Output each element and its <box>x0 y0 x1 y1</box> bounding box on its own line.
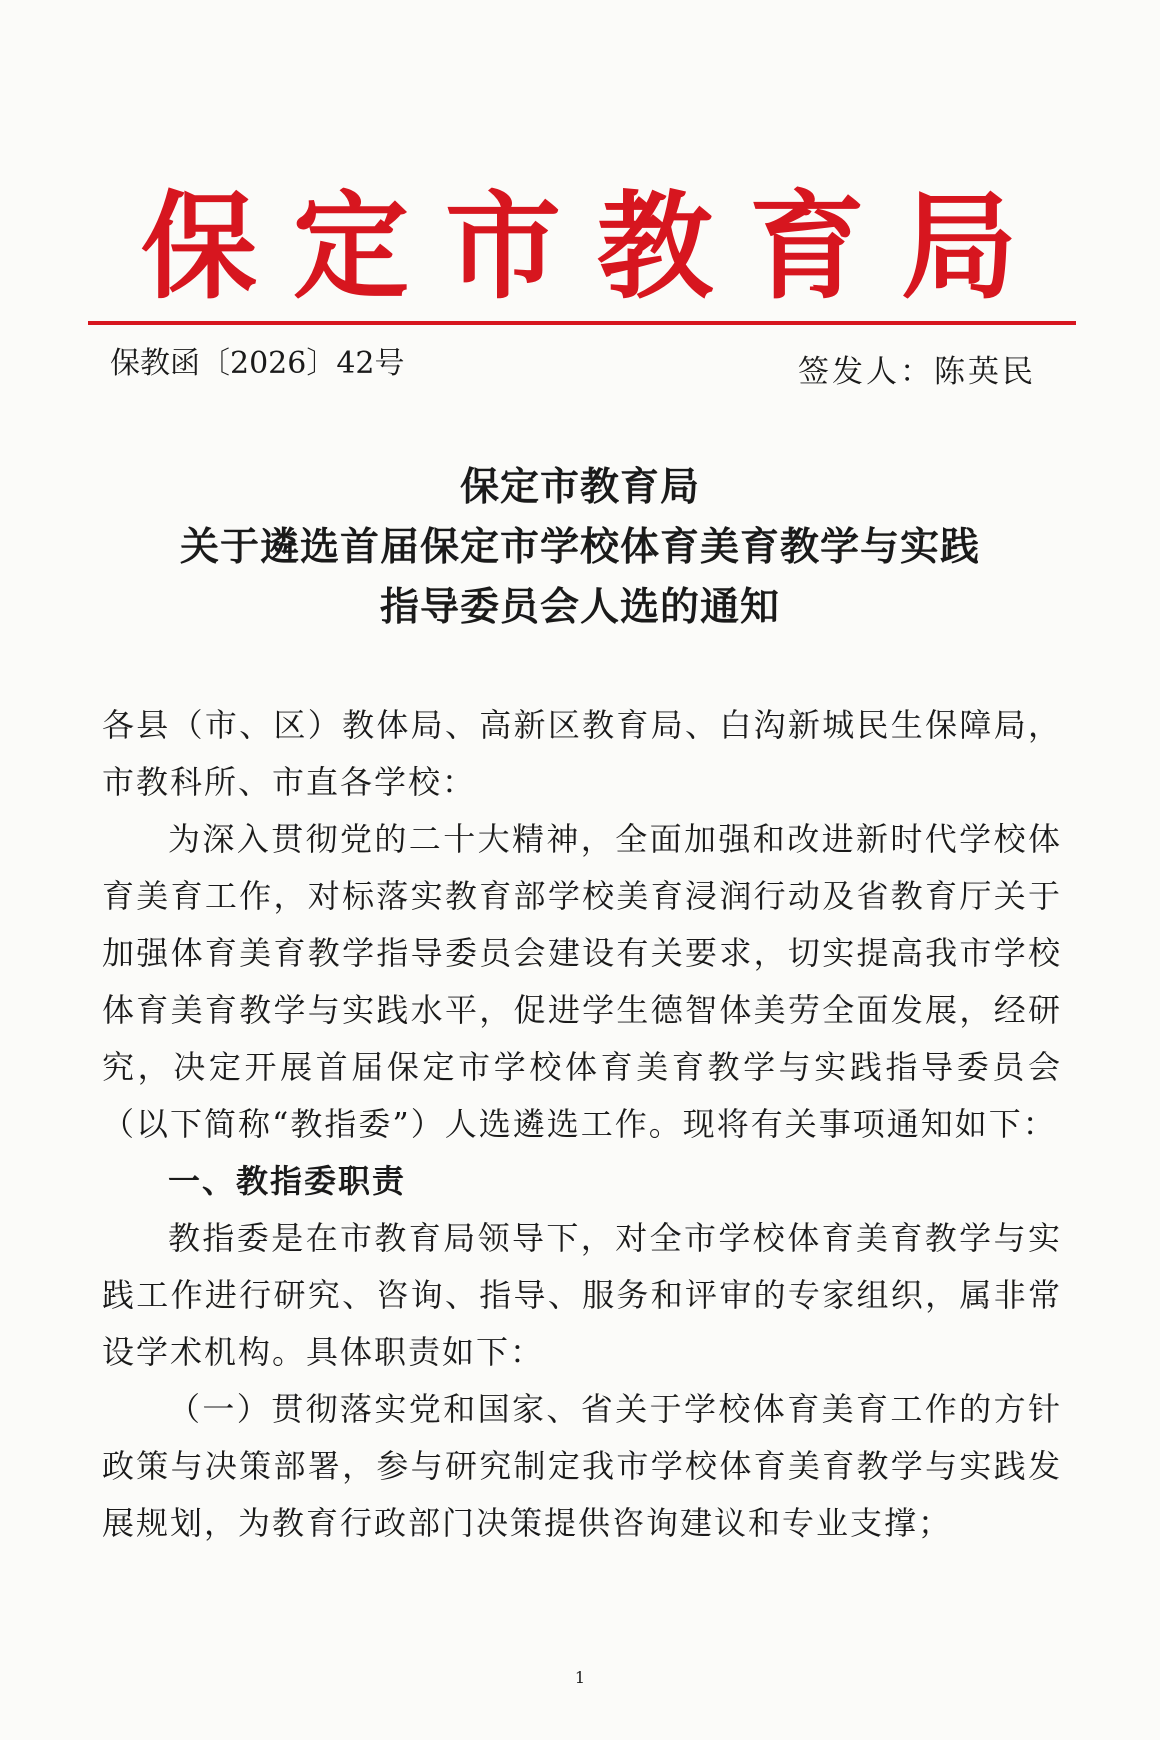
document-number: 保教函〔2026〕42号 <box>110 346 405 381</box>
addressee: 各县（市、区）教体局、高新区教育局、白沟新城民生保障局，市教科所、市直各学校： <box>102 706 1062 801</box>
intro-paragraph: 为深入贯彻党的二十大精神，全面加强和改进新时代学校体育美育工作，对标落实教育部学校美育浸润行动及省教育厅关于加强体育美育教学指导委员会建设有关要求，切实提高我市学校体育美育教学与实践水平，促进学生德智体美劳全面发展，经研究，决定开展首届保定市学校体育美育教学与实践指导委员会（以下简称“教指委”）人选遴选工作。现将有关事项通知如下： <box>102 820 1062 1143</box>
list-item: （一）贯彻落实党和国家、省关于学校体育美育工作的方针政策与决策部署，参与研究制定我市学校体育美育教学与实践发展规划，为教育行政部门决策提供咨询建议和专业支撑； <box>102 1390 1062 1542</box>
section-paragraph: 教指委是在市教育局领导下，对全市学校体育美育教学与实践工作进行研究、咨询、指导、服务和评审的专家组织，属非常设学术机构。具体职责如下： <box>102 1219 1062 1371</box>
section-heading: 一、教指委职责 <box>168 1162 407 1200</box>
document-title <box>70 458 1090 638</box>
masthead-org-name: 保定市教育局 <box>141 180 1053 315</box>
title-line-1: 保定市教育局 <box>459 465 700 510</box>
red-divider-line <box>88 321 1076 325</box>
title-line-3: 指导委员会人选的通知 <box>379 585 780 630</box>
title-line-2: 关于遴选首届保定市学校体育美育教学与实践 <box>179 525 980 570</box>
page-number: 1 <box>574 1668 586 1687</box>
document-body <box>102 697 1062 1552</box>
signer: 签发人：陈英民 <box>798 354 1036 390</box>
